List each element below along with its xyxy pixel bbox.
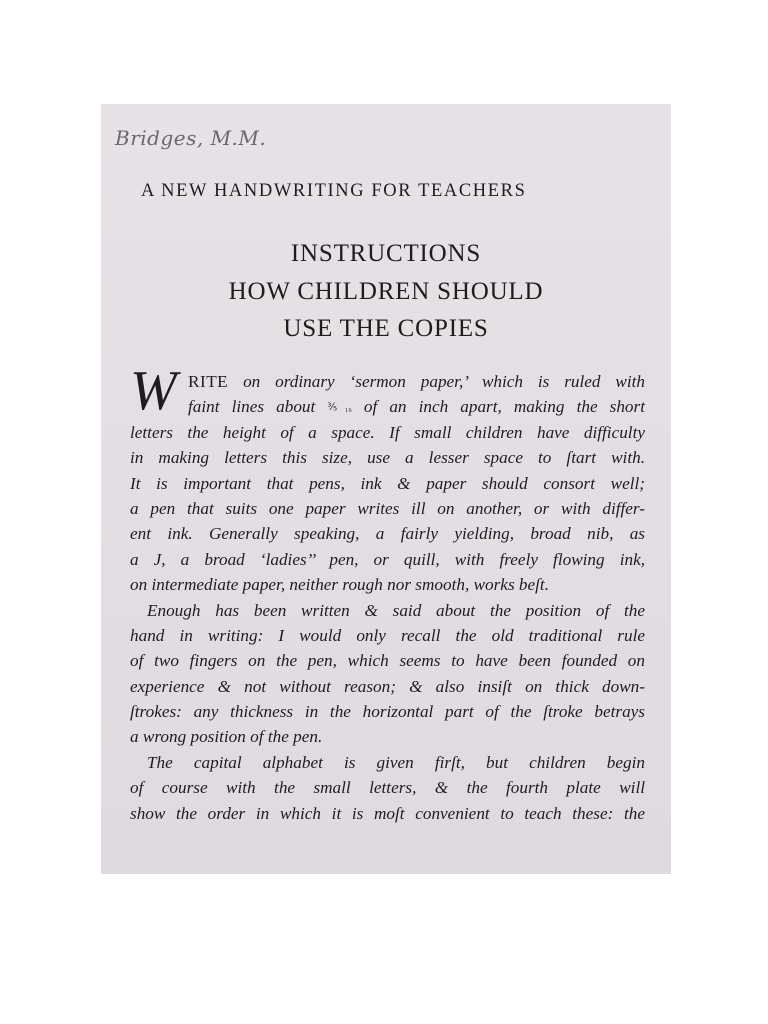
drop-cap-continuation: RITE	[188, 372, 229, 391]
drop-cap: W	[130, 360, 177, 422]
text-line: show the order in which it is moſt convenient to teach these: the	[130, 803, 645, 823]
text-line: hand in writing: I would only recall the old traditional rule	[130, 625, 645, 645]
text-line: It is important that pens, ink & paper should consort well;	[130, 473, 645, 493]
text-segment: of an inch apart, making the short	[351, 397, 645, 417]
fraction: ⅗₁₆	[327, 402, 352, 414]
title-line-3: USE THE COPIES	[283, 315, 489, 342]
text-line: a wrong position of the pen.	[130, 727, 323, 747]
text-line: The capital alphabet is given firſt, but children begin	[147, 752, 645, 772]
text-line: Enough has been written & said about the position of the	[147, 600, 645, 620]
text-line: a J, a broad ‘ladies’’ pen, or quill, with freely flowing ink,	[130, 549, 645, 569]
text-line: on intermediate paper, neither rough nor smooth, works beſt.	[130, 575, 549, 595]
text-line	[130, 369, 645, 394]
title-line-1: INSTRUCTIONS	[290, 240, 482, 267]
body-text	[130, 360, 645, 826]
text-line: a pen that suits one paper writes ill on another, or with differ-	[130, 498, 645, 518]
text-line: letters the height of a space. If small children have difficulty	[130, 422, 645, 442]
text-line: ent ink. Generally speaking, a fairly yielding, broad nib, as	[130, 524, 645, 544]
text-line: of course with the small letters, & the fourth plate will	[130, 778, 645, 798]
text-line	[130, 394, 645, 419]
text-line: of two fingers on the pen, which seems to have been founded on	[130, 651, 645, 671]
text-line: ſtrokes: any thickness in the horizontal part of the ſtroke betrays	[130, 702, 645, 722]
text-line: experience & not without reason; & also insiſt on thick down-	[130, 676, 645, 696]
text-segment: on ordinary ‘sermon paper,’ which is ruled with	[228, 372, 645, 391]
text-line: in making letters this size, use a lesser space to ſtart with.	[130, 448, 645, 468]
scanned-page	[101, 104, 671, 874]
title-line-2: HOW CHILDREN SHOULD	[228, 278, 544, 305]
text-segment: faint lines about	[188, 397, 316, 417]
handwritten-note: Bridges, M.M.	[115, 126, 267, 150]
running-head: A NEW HANDWRITING FOR TEACHERS	[141, 181, 527, 201]
